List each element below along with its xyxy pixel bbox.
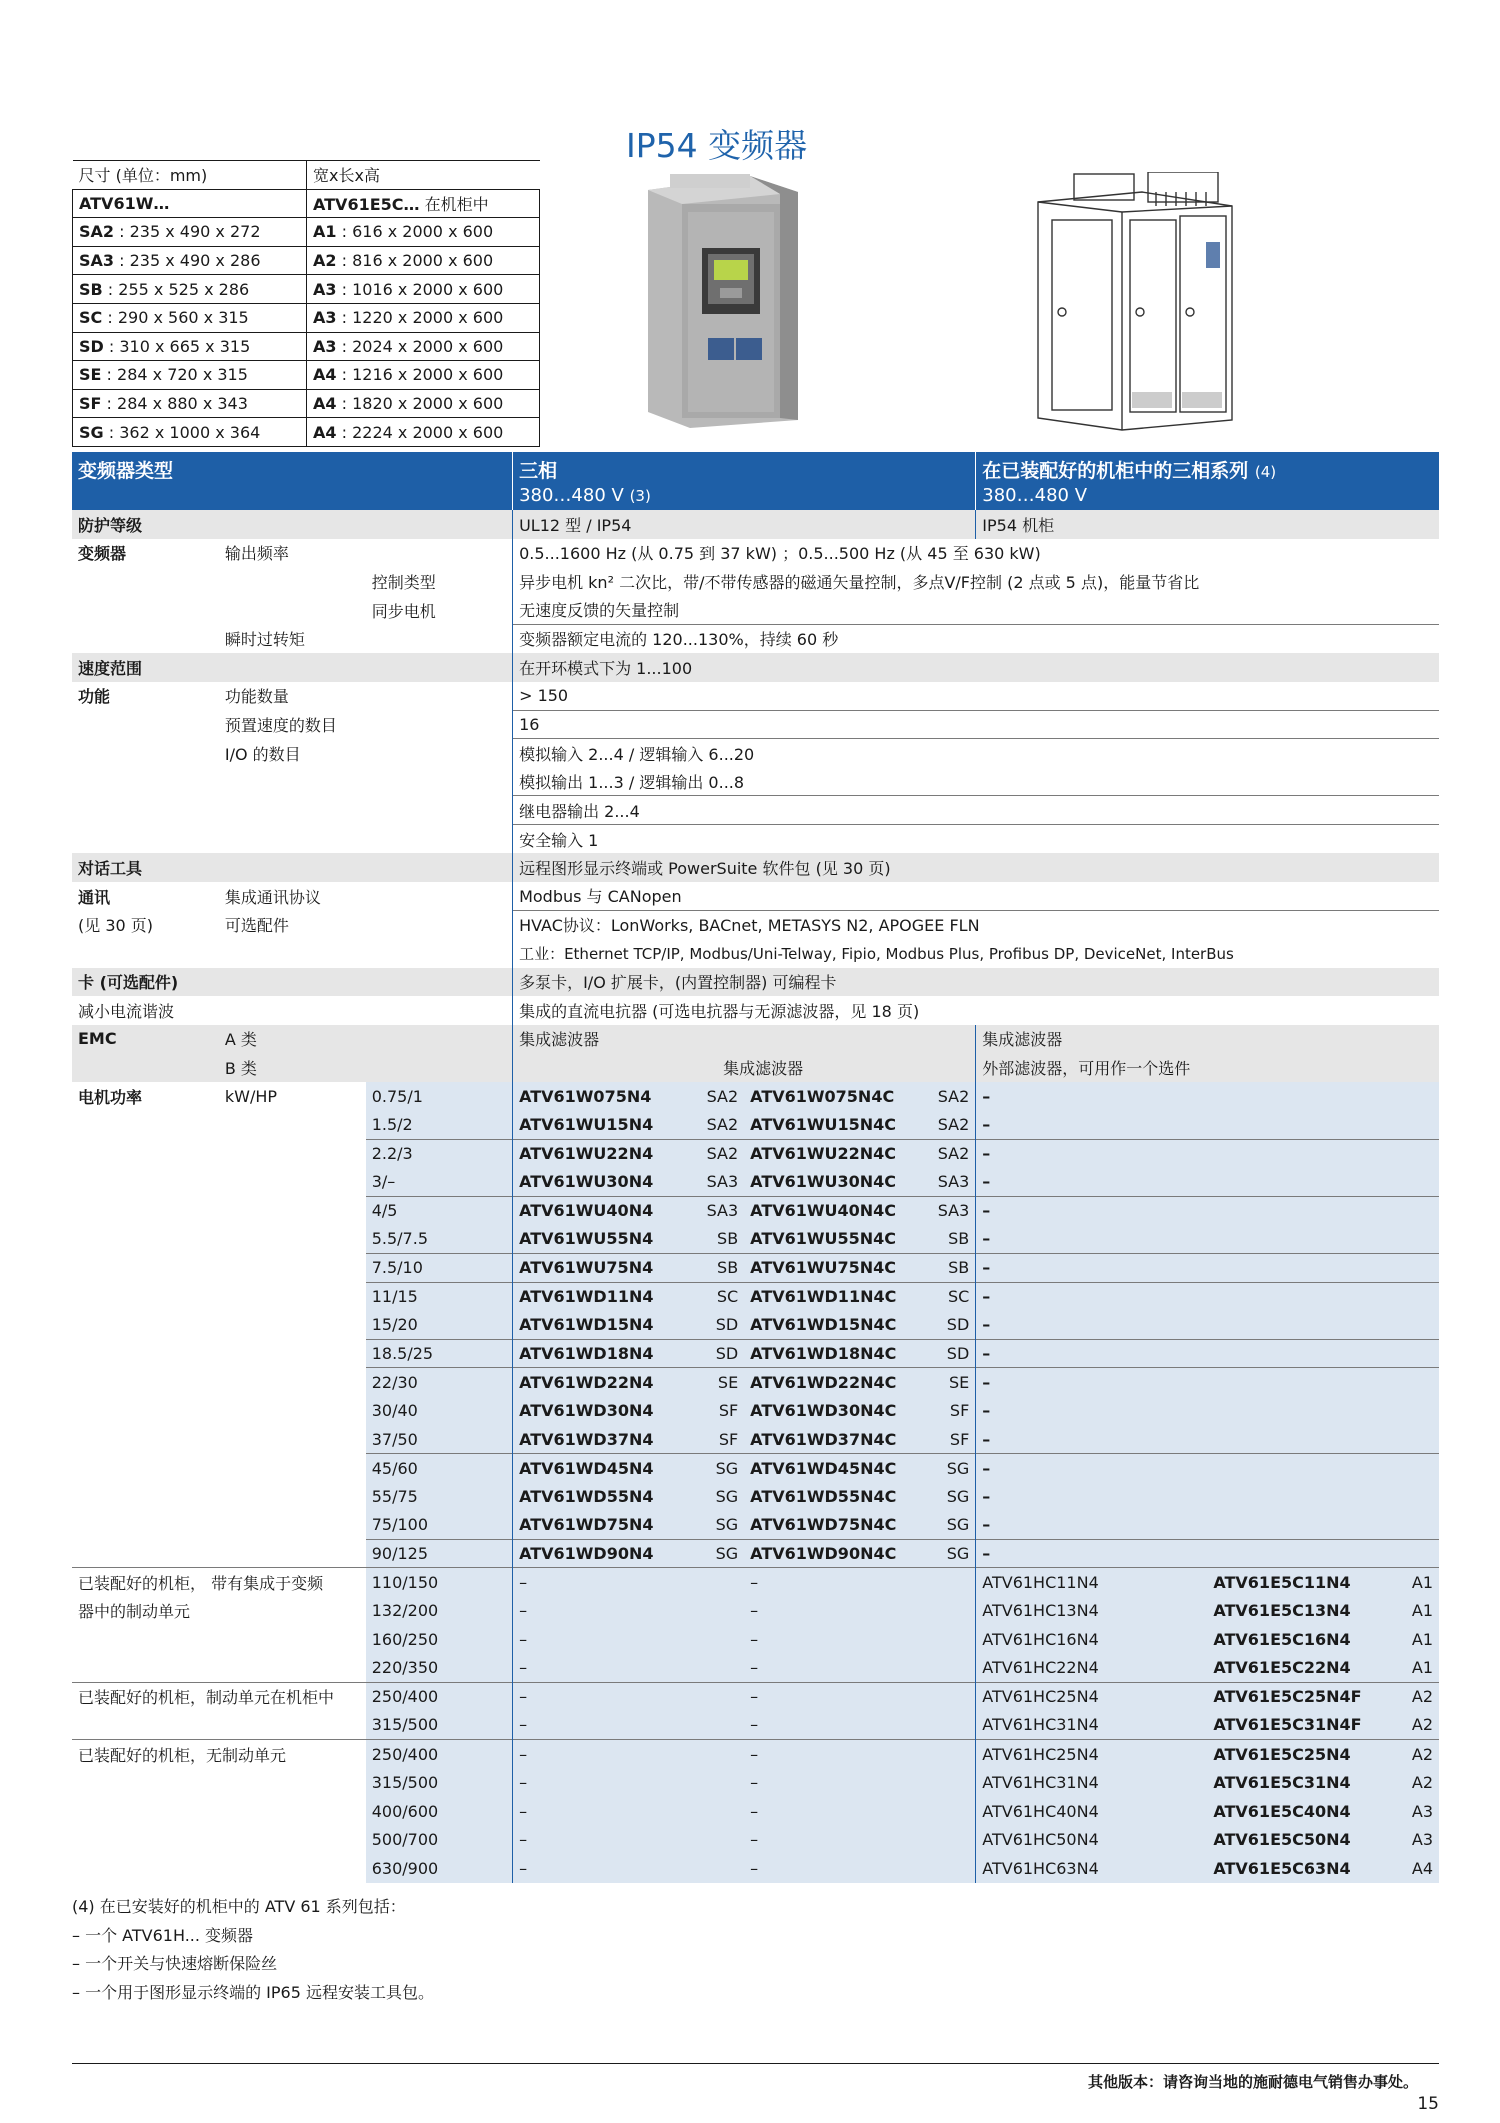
drive-row <box>72 1110 1439 1139</box>
model-ip54-c: ATV61WD90N4C SG <box>744 1539 976 1568</box>
overtorque-value: 变频器额定电流的 120...130%，持续 60 秒 <box>513 624 1439 653</box>
model-ip54: – <box>513 1825 745 1854</box>
overtorque-label: 瞬时过转矩 <box>224 630 305 650</box>
control-type-label: 控制类型 <box>371 572 436 592</box>
drive-model: ATV61HC25N4 <box>976 1740 1208 1769</box>
page-number: 15 <box>1417 2094 1439 2114</box>
io-value-1: 模拟输入 2...4 / 逻辑输入 6...20 <box>513 739 1439 768</box>
model-ip54-c: ATV61WU22N4C SA2 <box>744 1139 976 1168</box>
model-ip54-c: ATV61WD75N4C SG <box>744 1511 976 1540</box>
drive-row <box>72 1454 1439 1483</box>
cabinet-row <box>72 1597 1439 1626</box>
model-ip54-c: – <box>744 1654 976 1683</box>
power-value: 110/150 <box>366 1568 513 1597</box>
motor-power-unit: kW/HP <box>224 1086 278 1106</box>
dim-size-right: A3 : 1016 x 2000 x 600 <box>307 275 540 304</box>
model-ip54-c: – <box>744 1568 976 1597</box>
drive-model: ATV61HC25N4 <box>976 1682 1208 1711</box>
cabinet-model: – <box>976 1539 1208 1568</box>
model-ip54: ATV61WU55N4 SB <box>513 1225 745 1254</box>
cabinet-row <box>72 1568 1439 1597</box>
model-ip54-c: ATV61WD22N4C SE <box>744 1368 976 1397</box>
model-ip54-c: ATV61WD18N4C SD <box>744 1339 976 1368</box>
protection-value-1: UL12 型 / IP54 <box>513 510 976 539</box>
drive-model: ATV61HC50N4 <box>976 1825 1208 1854</box>
cabinet-model: ATV61E5C25N4F A2 <box>1207 1682 1439 1711</box>
power-value: 5.5/7.5 <box>366 1225 513 1254</box>
model-ip54: – <box>513 1797 745 1826</box>
model-ip54: ATV61WU75N4 SB <box>513 1253 745 1282</box>
emc-label: EMC <box>72 1025 219 1054</box>
emc-b-label: B 类 <box>219 1053 513 1082</box>
power-value: 220/350 <box>366 1654 513 1683</box>
model-ip54: ATV61WU22N4 SA2 <box>513 1139 745 1168</box>
dim-header-right: 宽x长x高 <box>307 161 540 190</box>
cabinet-model: – <box>976 1482 1208 1511</box>
model-ip54: ATV61WU40N4 SA3 <box>513 1196 745 1225</box>
power-value: 22/30 <box>366 1368 513 1397</box>
drive-row <box>72 1082 1439 1111</box>
cabinet-model: – <box>976 1225 1208 1254</box>
model-ip54: – <box>513 1625 745 1654</box>
cabinet-row <box>72 1797 1439 1826</box>
drive-model: ATV61HC31N4 <box>976 1711 1208 1740</box>
cabinet-group-label: 已装配好的机柜，无制动单元 <box>72 1740 366 1769</box>
power-value: 11/15 <box>366 1282 513 1311</box>
optional-parts-value-2: 工业：Ethernet TCP/IP, Modbus/Uni-Telway, Fipio, Modbus Plus, Profibus DP, DeviceNet, InterBus <box>513 939 1439 968</box>
drive-row <box>72 1511 1439 1540</box>
footer-rule <box>72 2063 1439 2064</box>
motor-power-label: 电机功率 <box>78 1087 143 1107</box>
drive-model: ATV61HC40N4 <box>976 1797 1208 1826</box>
cabinet-row <box>72 1740 1439 1769</box>
cabinet-model: ATV61E5C50N4 A3 <box>1207 1825 1439 1854</box>
footnote-4: – 一个用于图形显示终端的 IP65 远程安装工具包。 <box>72 1982 434 2002</box>
dim-size-right: A3 : 2024 x 2000 x 600 <box>307 332 540 361</box>
speed-range-value: 在开环模式下为 1...100 <box>513 653 1439 682</box>
three-phase-header: 三相 380…480 V (3) <box>513 452 976 510</box>
cabinet-model: ATV61E5C31N4 A2 <box>1207 1768 1439 1797</box>
cabinet-model: ATV61E5C13N4 A1 <box>1207 1597 1439 1626</box>
cabinet-row <box>72 1625 1439 1654</box>
protection-label: 防护等级 <box>72 510 513 539</box>
cabinet-model: – <box>976 1396 1208 1425</box>
harmonic-label: 减小电流谐波 <box>78 1001 175 1021</box>
io-label: I/O 的数目 <box>224 744 301 764</box>
model-ip54: ATV61WU15N4 SA2 <box>513 1110 745 1139</box>
model-ip54: – <box>513 1768 745 1797</box>
dim-sub-right: ATV61E5C… 在机柜中 <box>307 189 540 218</box>
comm-label: 通讯 <box>78 887 111 907</box>
model-ip54: ATV61WD90N4 SG <box>513 1539 745 1568</box>
dialog-tools-value: 远程图形显示终端或 PowerSuite 软件包 (见 30 页) <box>513 853 1439 882</box>
emc-a-label: A 类 <box>219 1025 513 1054</box>
dim-size-left: SA2 : 235 x 490 x 272 <box>73 218 307 247</box>
cabinet-model: – <box>976 1368 1208 1397</box>
cabinet-model: ATV61E5C40N4 A3 <box>1207 1797 1439 1826</box>
model-ip54: – <box>513 1854 745 1883</box>
model-ip54-c: ATV61WU15N4C SA2 <box>744 1110 976 1139</box>
dim-size-left: SA3 : 235 x 490 x 286 <box>73 246 307 275</box>
dim-size-right: A2 : 816 x 2000 x 600 <box>307 246 540 275</box>
cabinet-model: ATV61E5C63N4 A4 <box>1207 1854 1439 1883</box>
model-ip54: ATV61WD15N4 SD <box>513 1311 745 1340</box>
output-freq-value: 0.5...1600 Hz (从 0.75 到 37 kW) ；0.5...500 Hz (从 45 至 630 kW) <box>513 539 1439 568</box>
dim-row <box>73 389 540 418</box>
model-ip54-c: – <box>744 1597 976 1626</box>
io-value-3: 继电器输出 2...4 <box>513 796 1439 825</box>
power-value: 160/250 <box>366 1625 513 1654</box>
comm-sub-label: (见 30 页) <box>78 916 154 936</box>
dim-row <box>73 303 540 332</box>
dim-size-left: SG : 362 x 1000 x 364 <box>73 418 307 447</box>
cards-value: 多泵卡，I/O 扩展卡，(内置控制器) 可编程卡 <box>513 968 1439 997</box>
emc-a-value-2: 集成滤波器 <box>976 1025 1439 1054</box>
ip54-drive-image <box>630 172 810 430</box>
power-value: 315/500 <box>366 1768 513 1797</box>
cabinet-model: – <box>976 1454 1208 1483</box>
model-ip54: ATV61WD11N4 SC <box>513 1282 745 1311</box>
drive-model: ATV61HC63N4 <box>976 1854 1208 1883</box>
model-ip54: – <box>513 1568 745 1597</box>
sync-motor-value: 无速度反馈的矢量控制 <box>513 596 1439 625</box>
model-ip54-c: – <box>744 1825 976 1854</box>
power-value: 3/– <box>366 1168 513 1197</box>
cabinet-image <box>1022 172 1248 432</box>
power-value: 250/400 <box>366 1740 513 1769</box>
power-value: 500/700 <box>366 1825 513 1854</box>
cabinet-model: – <box>976 1168 1208 1197</box>
power-value: 250/400 <box>366 1682 513 1711</box>
dim-sub-left: ATV61W… <box>73 189 307 218</box>
speed-range-label: 速度范围 <box>72 653 513 682</box>
model-ip54: ATV61W075N4 SA2 <box>513 1082 745 1111</box>
sync-motor-label: 同步电机 <box>371 601 436 621</box>
harmonic-value: 集成的直流电抗器 (可选电抗器与无源滤波器，见 18 页) <box>513 996 1439 1025</box>
cabinet-group-label-2: 器中的制动单元 <box>78 1602 191 1622</box>
model-ip54-c: – <box>744 1797 976 1826</box>
dim-size-left: SC : 290 x 560 x 315 <box>73 303 307 332</box>
model-ip54: ATV61WD30N4 SF <box>513 1396 745 1425</box>
optional-parts-label: 可选配件 <box>224 916 289 936</box>
dim-row <box>73 218 540 247</box>
drive-row <box>72 1425 1439 1454</box>
model-ip54: ATV61WD55N4 SG <box>513 1482 745 1511</box>
func-count-value: > 150 <box>513 682 1439 711</box>
drive-row <box>72 1225 1439 1254</box>
drive-row <box>72 1168 1439 1197</box>
model-ip54-c: – <box>744 1682 976 1711</box>
power-value: 45/60 <box>366 1454 513 1483</box>
drive-label: 变频器 <box>78 544 127 564</box>
drive-row <box>72 1539 1439 1568</box>
power-value: 7.5/10 <box>366 1253 513 1282</box>
emc-b-value-2: 外部滤波器，可用作一个选件 <box>976 1053 1439 1082</box>
dim-size-right: A3 : 1220 x 2000 x 600 <box>307 303 540 332</box>
model-ip54-c: ATV61WU55N4C SB <box>744 1225 976 1254</box>
drive-row <box>72 1282 1439 1311</box>
power-value: 37/50 <box>366 1425 513 1454</box>
cabinet-model: – <box>976 1282 1208 1311</box>
cabinet-model: ATV61E5C16N4 A1 <box>1207 1625 1439 1654</box>
dim-size-right: A4 : 2224 x 2000 x 600 <box>307 418 540 447</box>
cabinet-row <box>72 1768 1439 1797</box>
footnote-1: (4) 在已安装好的机柜中的 ATV 61 系列包括： <box>72 1897 406 1916</box>
model-ip54-c: ATV61WD37N4C SF <box>744 1425 976 1454</box>
power-value: 400/600 <box>366 1797 513 1826</box>
drive-model: ATV61HC13N4 <box>976 1597 1208 1626</box>
dim-size-right: A4 : 1216 x 2000 x 600 <box>307 361 540 390</box>
model-ip54: ATV61WD22N4 SE <box>513 1368 745 1397</box>
cabinet-row <box>72 1825 1439 1854</box>
drive-model: ATV61HC16N4 <box>976 1625 1208 1654</box>
power-value: 4/5 <box>366 1196 513 1225</box>
dim-size-left: SD : 310 x 665 x 315 <box>73 332 307 361</box>
model-ip54: ATV61WU30N4 SA3 <box>513 1168 745 1197</box>
model-ip54-c: ATV61WD55N4C SG <box>744 1482 976 1511</box>
drive-model: ATV61HC11N4 <box>976 1568 1208 1597</box>
dim-size-left: SF : 284 x 880 x 343 <box>73 389 307 418</box>
model-ip54: – <box>513 1740 745 1769</box>
model-ip54: ATV61WD75N4 SG <box>513 1511 745 1540</box>
model-ip54-c: ATV61W075N4C SA2 <box>744 1082 976 1111</box>
model-ip54: ATV61WD37N4 SF <box>513 1425 745 1454</box>
cabinet-model: ATV61E5C11N4 A1 <box>1207 1568 1439 1597</box>
optional-parts-value-1: HVAC协议：LonWorks, BACnet, METASYS N2, APOGEE FLN <box>513 910 1439 939</box>
dim-row <box>73 275 540 304</box>
preset-speeds-label: 预置速度的数目 <box>224 715 337 735</box>
cards-label: 卡 (可选配件) <box>72 968 513 997</box>
power-value: 1.5/2 <box>366 1110 513 1139</box>
cabinet-model: – <box>976 1196 1208 1225</box>
cabinet-model: – <box>976 1139 1208 1168</box>
model-ip54-c: ATV61WD15N4C SD <box>744 1311 976 1340</box>
drive-row <box>72 1311 1439 1340</box>
power-value: 18.5/25 <box>366 1339 513 1368</box>
power-value: 132/200 <box>366 1597 513 1626</box>
power-value: 30/40 <box>366 1396 513 1425</box>
type-header: 变频器类型 <box>72 452 513 510</box>
cabinet-series-header: 在已装配好的机柜中的三相系列 (4) 380…480 V <box>976 452 1439 510</box>
dialog-tools-label: 对话工具 <box>72 853 513 882</box>
control-type-value: 异步电机 kn² 二次比，带/不带传感器的磁通矢量控制，多点V/F控制 (2 点或 5 点)，能量节省比 <box>513 567 1439 596</box>
model-ip54-c: – <box>744 1625 976 1654</box>
dim-size-right: A4 : 1820 x 2000 x 600 <box>307 389 540 418</box>
model-ip54: – <box>513 1711 745 1740</box>
drive-row <box>72 1196 1439 1225</box>
cabinet-model: – <box>976 1425 1208 1454</box>
power-value: 90/125 <box>366 1539 513 1568</box>
drive-row <box>72 1253 1439 1282</box>
power-value: 0.75/1 <box>366 1082 513 1111</box>
dim-size-right: A1 : 616 x 2000 x 600 <box>307 218 540 247</box>
dim-row <box>73 332 540 361</box>
io-value-4: 安全输入 1 <box>513 825 1439 854</box>
cabinet-row <box>72 1854 1439 1883</box>
drive-row <box>72 1339 1439 1368</box>
drive-row <box>72 1139 1439 1168</box>
model-ip54-c: ATV61WD11N4C SC <box>744 1282 976 1311</box>
footnote-2: – 一个 ATV61H... 变频器 <box>72 1925 254 1945</box>
cabinet-group-label: 已装配好的机柜， 带有集成于变频 <box>72 1568 366 1597</box>
cabinet-row <box>72 1682 1439 1711</box>
dim-size-left: SB : 255 x 525 x 286 <box>73 275 307 304</box>
cabinet-row <box>72 1654 1439 1683</box>
model-ip54-c: ATV61WU30N4C SA3 <box>744 1168 976 1197</box>
integrated-protocol-value: Modbus 与 CANopen <box>513 882 1439 911</box>
model-ip54: – <box>513 1682 745 1711</box>
integrated-protocol-label: 集成通讯协议 <box>224 887 321 907</box>
model-ip54-c: – <box>744 1854 976 1883</box>
function-label: 功能 <box>78 687 111 707</box>
power-value: 630/900 <box>366 1854 513 1883</box>
cabinet-model: – <box>976 1082 1208 1111</box>
dim-row <box>73 246 540 275</box>
drive-row <box>72 1482 1439 1511</box>
page-title: IP54 变频器 <box>626 126 808 165</box>
model-ip54: – <box>513 1597 745 1626</box>
power-value: 2.2/3 <box>366 1139 513 1168</box>
drive-model: ATV61HC22N4 <box>976 1654 1208 1683</box>
emc-a-value-1: 集成滤波器 <box>513 1025 976 1054</box>
spec-table <box>72 452 1439 1883</box>
footnote-3: – 一个开关与快速熔断保险丝 <box>72 1954 278 1974</box>
cabinet-model: ATV61E5C25N4 A2 <box>1207 1740 1439 1769</box>
io-value-2: 模拟输出 1...3 / 逻辑输出 0...8 <box>513 767 1439 796</box>
output-freq-label: 输出频率 <box>224 544 289 564</box>
cabinet-model: – <box>976 1339 1208 1368</box>
drive-row <box>72 1396 1439 1425</box>
model-ip54: ATV61WD18N4 SD <box>513 1339 745 1368</box>
model-ip54-c: ATV61WU40N4C SA3 <box>744 1196 976 1225</box>
dim-size-left: SE : 284 x 720 x 315 <box>73 361 307 390</box>
model-ip54: – <box>513 1654 745 1683</box>
preset-speeds-value: 16 <box>513 710 1439 739</box>
power-value: 75/100 <box>366 1511 513 1540</box>
cabinet-row <box>72 1711 1439 1740</box>
footer-note: 其他版本：请咨询当地的施耐德电气销售办事处。 <box>1087 2073 1418 2091</box>
cabinet-model: ATV61E5C22N4 A1 <box>1207 1654 1439 1683</box>
protection-value-2: IP54 机柜 <box>976 510 1439 539</box>
cabinet-model: – <box>976 1311 1208 1340</box>
dim-header-left: 尺寸 (单位：mm) <box>73 161 307 190</box>
power-value: 55/75 <box>366 1482 513 1511</box>
func-count-label: 功能数量 <box>224 687 289 707</box>
model-ip54-c: ATV61WD30N4C SF <box>744 1396 976 1425</box>
cabinet-group-label: 已装配好的机柜，制动单元在机柜中 <box>72 1682 366 1711</box>
model-ip54-c: ATV61WD45N4C SG <box>744 1454 976 1483</box>
model-ip54-c: – <box>744 1740 976 1769</box>
drive-row <box>72 1368 1439 1397</box>
power-value: 315/500 <box>366 1711 513 1740</box>
dimensions-table <box>72 160 540 447</box>
cabinet-model: – <box>976 1110 1208 1139</box>
cabinet-model: – <box>976 1511 1208 1540</box>
cabinet-model: – <box>976 1253 1208 1282</box>
power-value: 15/20 <box>366 1311 513 1340</box>
model-ip54-c: – <box>744 1768 976 1797</box>
footnotes <box>72 1893 434 2007</box>
emc-b-value-1: 集成滤波器 <box>513 1053 976 1082</box>
model-ip54-c: ATV61WU75N4C SB <box>744 1253 976 1282</box>
cabinet-model: ATV61E5C31N4F A2 <box>1207 1711 1439 1740</box>
drive-model: ATV61HC31N4 <box>976 1768 1208 1797</box>
model-ip54: ATV61WD45N4 SG <box>513 1454 745 1483</box>
dim-row <box>73 418 540 447</box>
dim-row <box>73 361 540 390</box>
model-ip54-c: – <box>744 1711 976 1740</box>
